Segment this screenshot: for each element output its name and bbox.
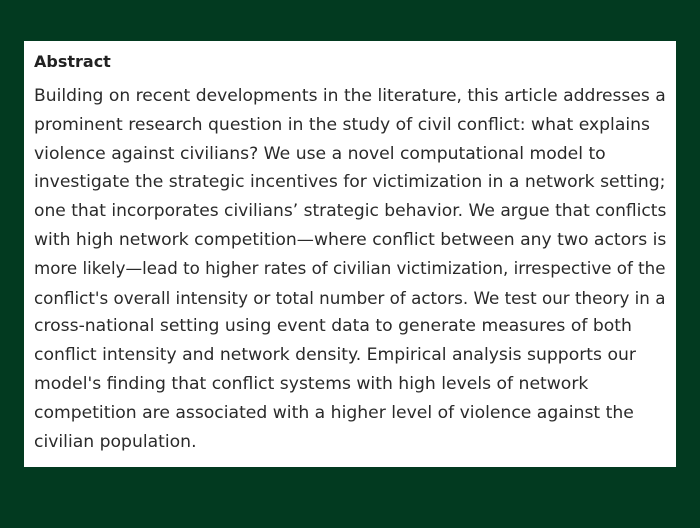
abstract-line: civilian population. bbox=[34, 431, 197, 452]
abstract-heading: Abstract bbox=[34, 52, 111, 71]
abstract-card bbox=[24, 41, 676, 467]
abstract-line: more likely—lead to higher rates of civilian victimization, irrespective of the bbox=[34, 258, 666, 278]
abstract-line: conflict intensity and network density. Empirical analysis supports our bbox=[34, 345, 636, 366]
abstract-line: with high network competition—where conflict between any two actors is bbox=[34, 229, 667, 250]
abstract-line: competition are associated with a higher level of violence against the bbox=[34, 402, 634, 423]
abstract-body bbox=[34, 82, 666, 456]
abstract-line: Building on recent developments in the literature, this article addresses a bbox=[34, 86, 666, 106]
abstract-line: violence against civilians? We use a novel computational model to bbox=[34, 143, 606, 164]
abstract-line: model's finding that conflict systems with high levels of network bbox=[34, 373, 589, 394]
abstract-line: prominent research question in the study of civil conflict: what explains bbox=[34, 114, 650, 135]
abstract-line: one that incorporates civilians’ strategic behavior. We argue that conflicts bbox=[34, 201, 667, 222]
abstract-line: conflict's overall intensity or total number of actors. We test our theory in a bbox=[34, 287, 666, 308]
abstract-line: cross-national setting using event data to generate measures of both bbox=[34, 316, 632, 337]
abstract-line: investigate the strategic incentives for victimization in a network setting; bbox=[34, 172, 666, 193]
